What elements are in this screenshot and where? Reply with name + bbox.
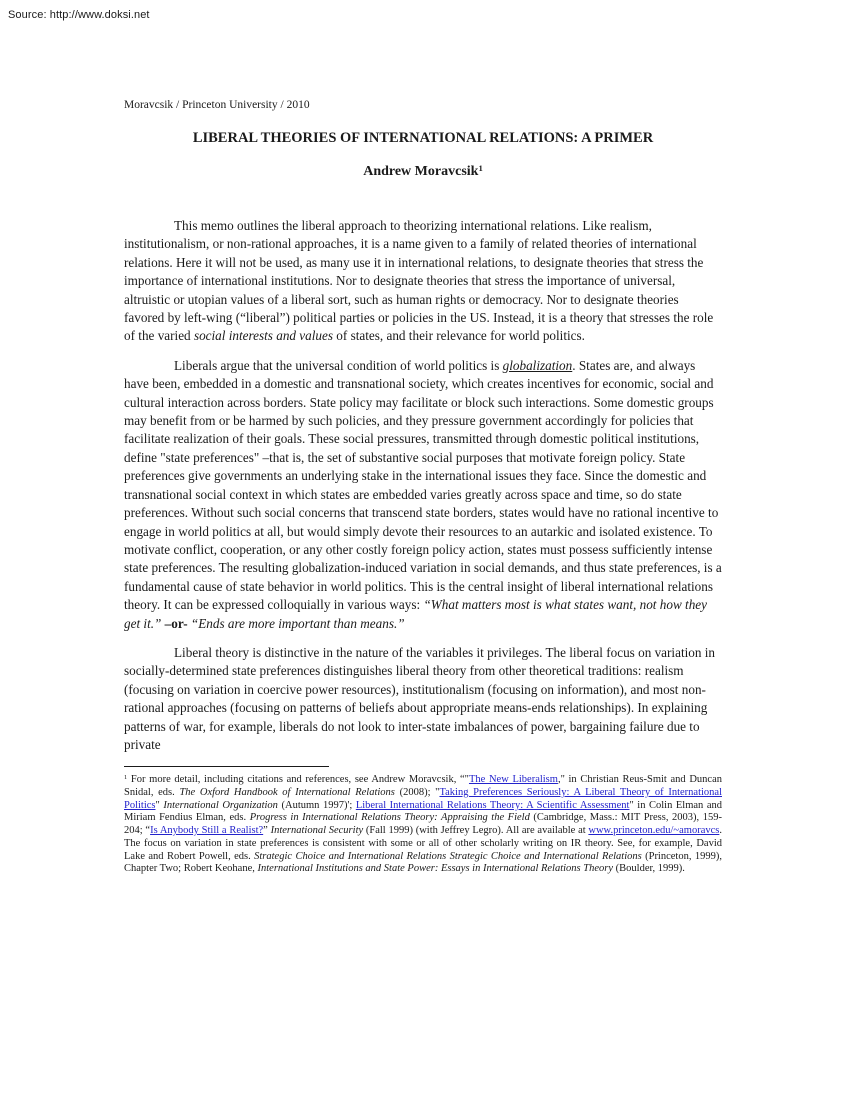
text-run: The Oxford Handbook of International Relations [179, 787, 395, 799]
footnote-separator [124, 766, 329, 767]
paragraph-2 [124, 357, 722, 633]
text-run: International Institutions and State Power: Essays in International Relations Theory [257, 863, 614, 875]
text-run: ” [263, 825, 271, 837]
text-run: (Princeton, 1999), Chapter Two; Robert Keohane, [124, 850, 722, 875]
text-run: Liberals argue that the universal condition of world politics is [174, 357, 503, 373]
hyperlink[interactable]: Liberal International Relations Theory: A Scientific Assessment [355, 799, 630, 811]
author-name: Andrew Moravcsik [363, 164, 479, 179]
text-run: International Security [270, 825, 364, 837]
text-run: . States are, and always have been, embedded in a domestic and transnational society, which creates incentives for economic, social and cultural interaction across borders. State policy may facilitate or block such interactions. Some domestic groups may benefit from or be harmed by such policies, and they pressure government accordingly for policies that facilitate realization of their goals. These social pressures, transmitted through domestic political institutions, define "state preferences" –that is, the set of substantive social purposes that motivate foreign policy. State preferences give governments an underlying stake in the international issues they face. Since the domestic and transnational social context in which states are embedded varies greatly across space and time, so do state preferences. Without such social concerns that transcend state borders, states would have no rational incentive to engage in world politics at all, but would simply devote their resources to an autarkic and isolated existence. To motivate conflict, cooperation, or any other costly foreign policy action, states must possess sufficiently intense state preferences. The resulting globalization-induced variation in social demands, and thus state preferences, is a fundamental cause of state behavior in world politics. This is the central insight of liberal international relations theory. It can be expressed colloquially in various ways: [124, 357, 722, 613]
text-run: (Autumn 1997)'; [277, 799, 356, 811]
text-run: social interests and values [193, 328, 333, 344]
text-run: –or- [164, 615, 188, 631]
author-footnote-marker: 1 [478, 163, 483, 174]
hyperlink[interactable]: Taking Preferences Seriously: A Liberal Theory of International Politics [124, 787, 722, 811]
text-run: International Organization [163, 799, 278, 811]
hyperlink[interactable]: www.princeton.edu/~amoravcs [588, 825, 720, 837]
text-run: ," in Christian Reus-Smit and Duncan Snidal, eds. [124, 774, 722, 799]
text-run: (Boulder, 1999). [613, 863, 685, 875]
footnote-marker: 1 [124, 774, 128, 782]
text-run: This memo outlines the liberal approach to theorizing international relations. Like realism, institutionalism, or non-rational approaches, it is a name given to a family of related theories of international relations. Here it will not be used, as many use it in international relations, to designate theories that stress the importance of international institutions. Nor to designate theories that stress the importance of universal, altruistic or utopian values of a liberal sort, such as human rights or democracy. Nor to designate theories favored by left-wing (“liberal”) political parties or policies in the US. Instead, it is a theory that stresses the role of the varied [124, 218, 714, 344]
footnote-1 [124, 774, 722, 876]
text-run: globalization [502, 357, 573, 373]
text-run: Strategic Choice and International Relations Strategic Choice and International Relations [254, 850, 642, 862]
paragraph-1 [124, 217, 722, 346]
paragraph-3 [124, 644, 722, 754]
text-run: " [155, 799, 164, 811]
hyperlink[interactable]: Is Anybody Still a Realist? [150, 825, 264, 837]
text-run: (Cambridge, Mass.: MIT Press, 2003), 159-204; “ [124, 812, 723, 837]
text-run: Liberal theory is distinctive in the nature of the variables it privileges. The liberal focus on variation in socially-determined state preferences distinguishes liberal theory from other theoretical traditions: realism (focusing on variation in coercive power resources), institutionalism (focusing on information), and most non-rational approaches (focusing on patterns of beliefs about appropriate means-ends relationships). In explaining patterns of war, for example, liberals do not look to inter-state imbalances of power, bargaining failure due to private [124, 644, 716, 752]
hyperlink[interactable]: The New Liberalism [468, 774, 558, 786]
page-content [124, 0, 722, 876]
text-run: of states, and their relevance for world politics. [333, 328, 585, 344]
text-run: . The focus on variation in state preferences is consistent with some or all of other scholarly writing on IR theory. See, for example, David Lake and Robert Powell, eds. [124, 825, 722, 862]
source-url: Source: http://www.doksi.net [8, 9, 150, 21]
text-run: For more detail, including citations and references, see Andrew Moravcsik, “" [127, 774, 469, 786]
text-run: Progress in International Relations Theory: Appraising the Field [249, 812, 530, 824]
running-header: Moravcsik / Princeton University / 2010 [124, 99, 310, 111]
text-run: " in Colin Elman and Miriam Fendius Elman, eds. [124, 799, 722, 824]
text-run: (Fall 1999) (with Jeffrey Legro). All are available at [363, 825, 589, 837]
author-line [124, 164, 722, 180]
text-run: “What matters most is what states want, not how they get it.” [124, 597, 707, 631]
document-title: LIBERAL THEORIES OF INTERNATIONAL RELATIONS: A PRIMER [192, 130, 654, 146]
text-run: “Ends are more important than means.” [190, 615, 405, 631]
text-run: (2008); " [394, 787, 440, 799]
